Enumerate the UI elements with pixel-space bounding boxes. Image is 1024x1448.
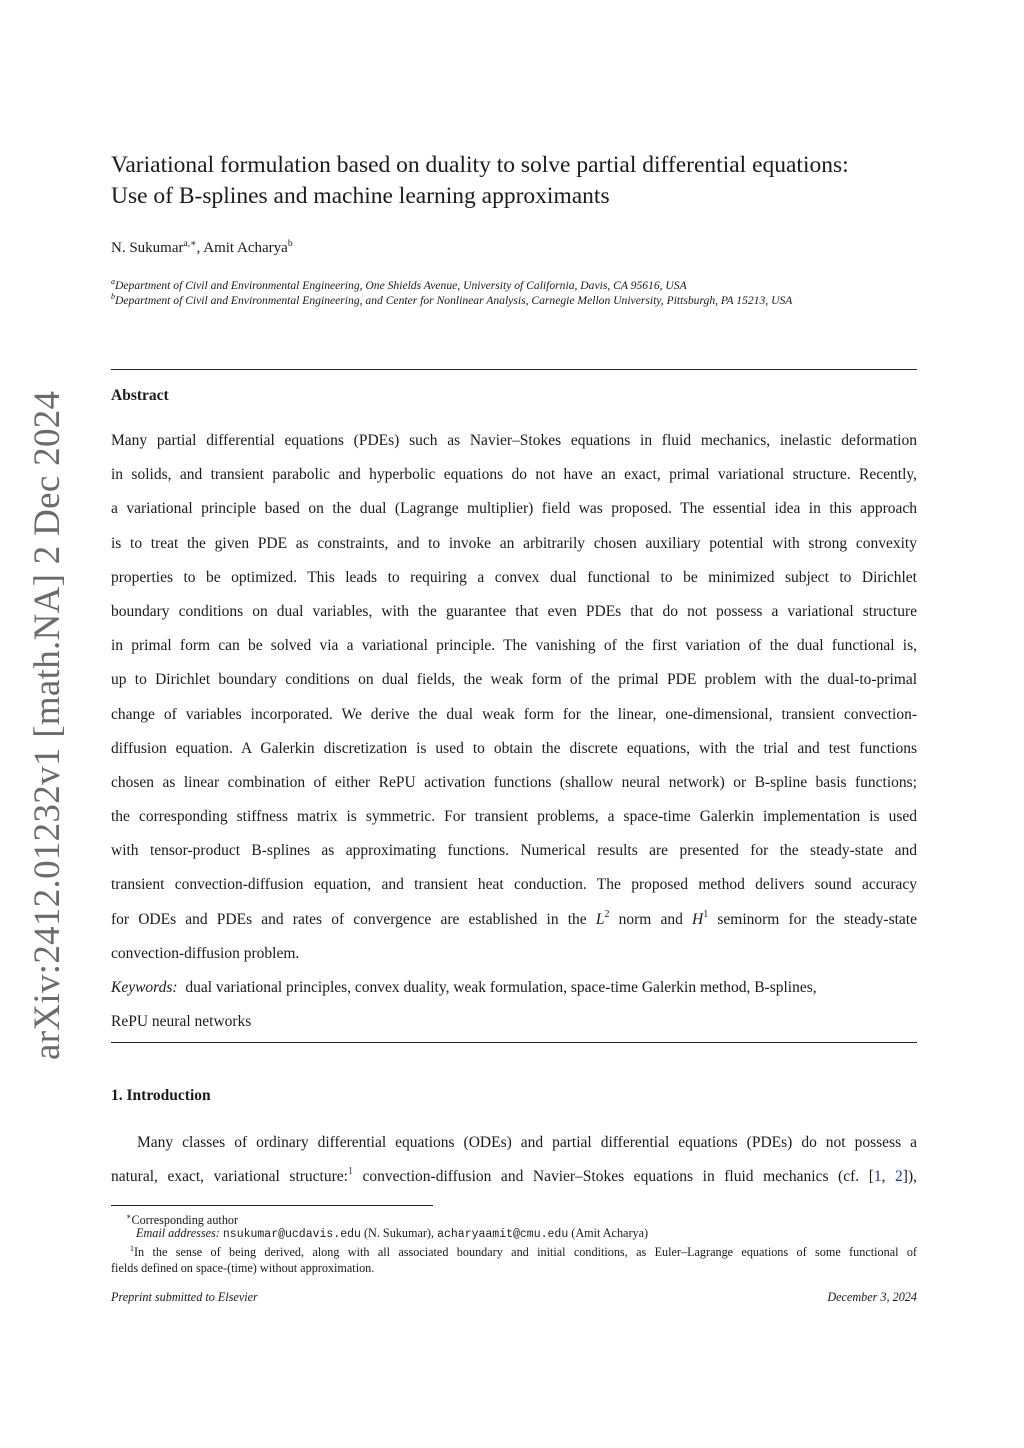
footnote-1-line-2: fields defined on space-(time) without approximation. (111, 1261, 375, 1276)
math-symbol: L (595, 910, 605, 928)
abstract-line: diffusion equation. A Galerkin discretization is used to obtain the discrete equations, with the trial and test functions (111, 739, 917, 757)
abstract-line: is to treat the given PDE as constraints, and to invoke an arbitrarily chosen auxiliary potential with strong convexity (111, 534, 917, 552)
math-exponent: 2 (604, 908, 610, 920)
abstract-line: up to Dirichlet boundary conditions on dual fields, the weak form of the primal PDE problem with the dual-to-primal (111, 671, 917, 689)
footnote-text: Corresponding author (131, 1213, 239, 1228)
footnote-link[interactable]: 1 (347, 1166, 353, 1178)
citation-link[interactable]: 1 (873, 1168, 882, 1186)
footnote-1-line-1 (111, 1241, 917, 1260)
citation-link[interactable]: 2 (895, 1168, 903, 1186)
author-name: N. Sukumar (111, 240, 184, 256)
abstract-line-norms (111, 903, 917, 937)
abstract-top-rule (111, 369, 917, 370)
email-label: Email addresses: (136, 1226, 220, 1240)
keywords-label: Keywords: (111, 979, 178, 996)
author-separator: , (196, 240, 204, 256)
author-affiliation-mark: b (287, 239, 293, 249)
abstract-line: with tensor-product B-splines as approximating functions. Numerical results are presented for the steady-state and (111, 842, 917, 860)
intro-text: natural, exact, variational structure: (111, 1168, 348, 1186)
intro-line: Many classes of ordinary differential equations (ODEs) and partial differential equations (PDEs) do not possess a (137, 1134, 917, 1151)
math-H-seminorm (692, 908, 709, 928)
footnote-rule (111, 1205, 433, 1206)
email-link[interactable]: acharyaamit@cmu.edu (437, 1228, 569, 1241)
abstract-text: norm and (609, 910, 693, 928)
abstract-line: convection-diffusion problem. (111, 944, 300, 962)
abstract-line: chosen as linear combination of either RePU activation functions (shallow neural network) or B-spline basis functions; (111, 773, 917, 791)
affiliation-a (111, 277, 687, 292)
arxiv-identifier: arXiv:2412.01232v1 [math.NA] 2 Dec 2024 (27, 390, 68, 1060)
keywords-line-2: RePU neural networks (111, 1013, 252, 1031)
math-symbol: H (692, 910, 704, 928)
abstract-line: change of variables incorporated. We derive the dual weak form for the linear, one-dimensional, transient convection- (111, 705, 917, 723)
abstract-bottom-rule (111, 1042, 917, 1043)
footnote-mark: ∗ (126, 1212, 132, 1221)
affiliation-mark: a (111, 277, 115, 286)
keywords-text: dual variational principles, convex duality, weak formulation, space-time Galerkin method, B-splines, (185, 979, 817, 996)
author-name: Amit Acharya (203, 240, 288, 256)
email-link[interactable]: nsukumar@ucdavis.edu (222, 1228, 361, 1241)
abstract-line: boundary conditions on dual variables, with the guarantee that even PDEs that do not possess a variational structure (111, 602, 917, 620)
submission-date: December 3, 2024 (827, 1290, 917, 1304)
email-owner: (N. Sukumar), (360, 1226, 438, 1240)
affiliation-mark: b (111, 292, 115, 301)
author-list (111, 238, 293, 257)
abstract-body (111, 424, 917, 971)
abstract-line: a variational principle based on the dual (Lagrange multiplier) field was proposed. The essential idea in this approach (111, 500, 917, 518)
abstract-line: the corresponding stiffness matrix is symmetric. For transient problems, a space-time Galerkin implementation is used (111, 808, 917, 826)
abstract-line: Many partial differential equations (PDEs) such as Navier–Stokes equations in fluid mechanics, inelastic deformation (111, 432, 917, 449)
introduction-body (111, 1126, 917, 1194)
affiliation-b (111, 292, 792, 307)
author-affiliation-mark: a,∗ (183, 239, 197, 249)
abstract-line: in primal form can be solved via a variational principle. The vanishing of the first variation of the dual functional is, (111, 637, 917, 655)
abstract-line: in solids, and transient parabolic and hyperbolic equations do not have an exact, primal variational structure. Recently, (111, 466, 917, 484)
keywords (111, 971, 917, 1039)
affiliation-text: Department of Civil and Environmental Engineering, and Center for Nonlinear Analysis, Carnegie Mellon University, Pittsburgh, PA 15213, USA (115, 293, 793, 307)
intro-text: , (881, 1168, 896, 1186)
footnote-text: In the sense of being derived, along with all associated boundary and initial conditions, as Euler–Lagrange equations of some functional of (134, 1245, 917, 1260)
abstract-heading: Abstract (111, 387, 169, 404)
email-owner: (Amit Acharya) (568, 1226, 649, 1240)
intro-text: convection-diffusion and Navier–Stokes equations in fluid mechanics (cf. [ (352, 1168, 874, 1186)
preprint-note: Preprint submitted to Elsevier (111, 1290, 258, 1304)
math-L-norm (595, 908, 610, 928)
affiliation-text: Department of Civil and Environmental Engineering, One Shields Avenue, University of California, Davis, CA 95616, USA (115, 278, 687, 292)
title-line-1: Variational formulation based on duality to solve partial differential equations: (111, 152, 849, 178)
math-exponent: 1 (703, 908, 709, 920)
title-line-2: Use of B-splines and machine learning approximants (111, 183, 610, 209)
abstract-text: seminorm for the steady-state (708, 910, 917, 928)
abstract-text: for ODEs and PDEs and rates of convergence are established in the (111, 910, 596, 928)
paper-title (111, 150, 931, 212)
intro-text: ]), (902, 1168, 917, 1186)
section-heading-introduction: 1. Introduction (111, 1087, 211, 1104)
intro-line (111, 1160, 917, 1194)
footnote-1 (111, 1241, 917, 1276)
abstract-line: transient convection-diffusion equation, and transient heat conduction. The proposed method delivers sound accuracy (111, 876, 917, 894)
abstract-line: properties to be optimized. This leads to requiring a convex dual functional to be minimized subject to Dirichlet (111, 568, 917, 586)
footnote-mark: 1 (130, 1244, 134, 1253)
keywords-line-1 (111, 971, 917, 1005)
